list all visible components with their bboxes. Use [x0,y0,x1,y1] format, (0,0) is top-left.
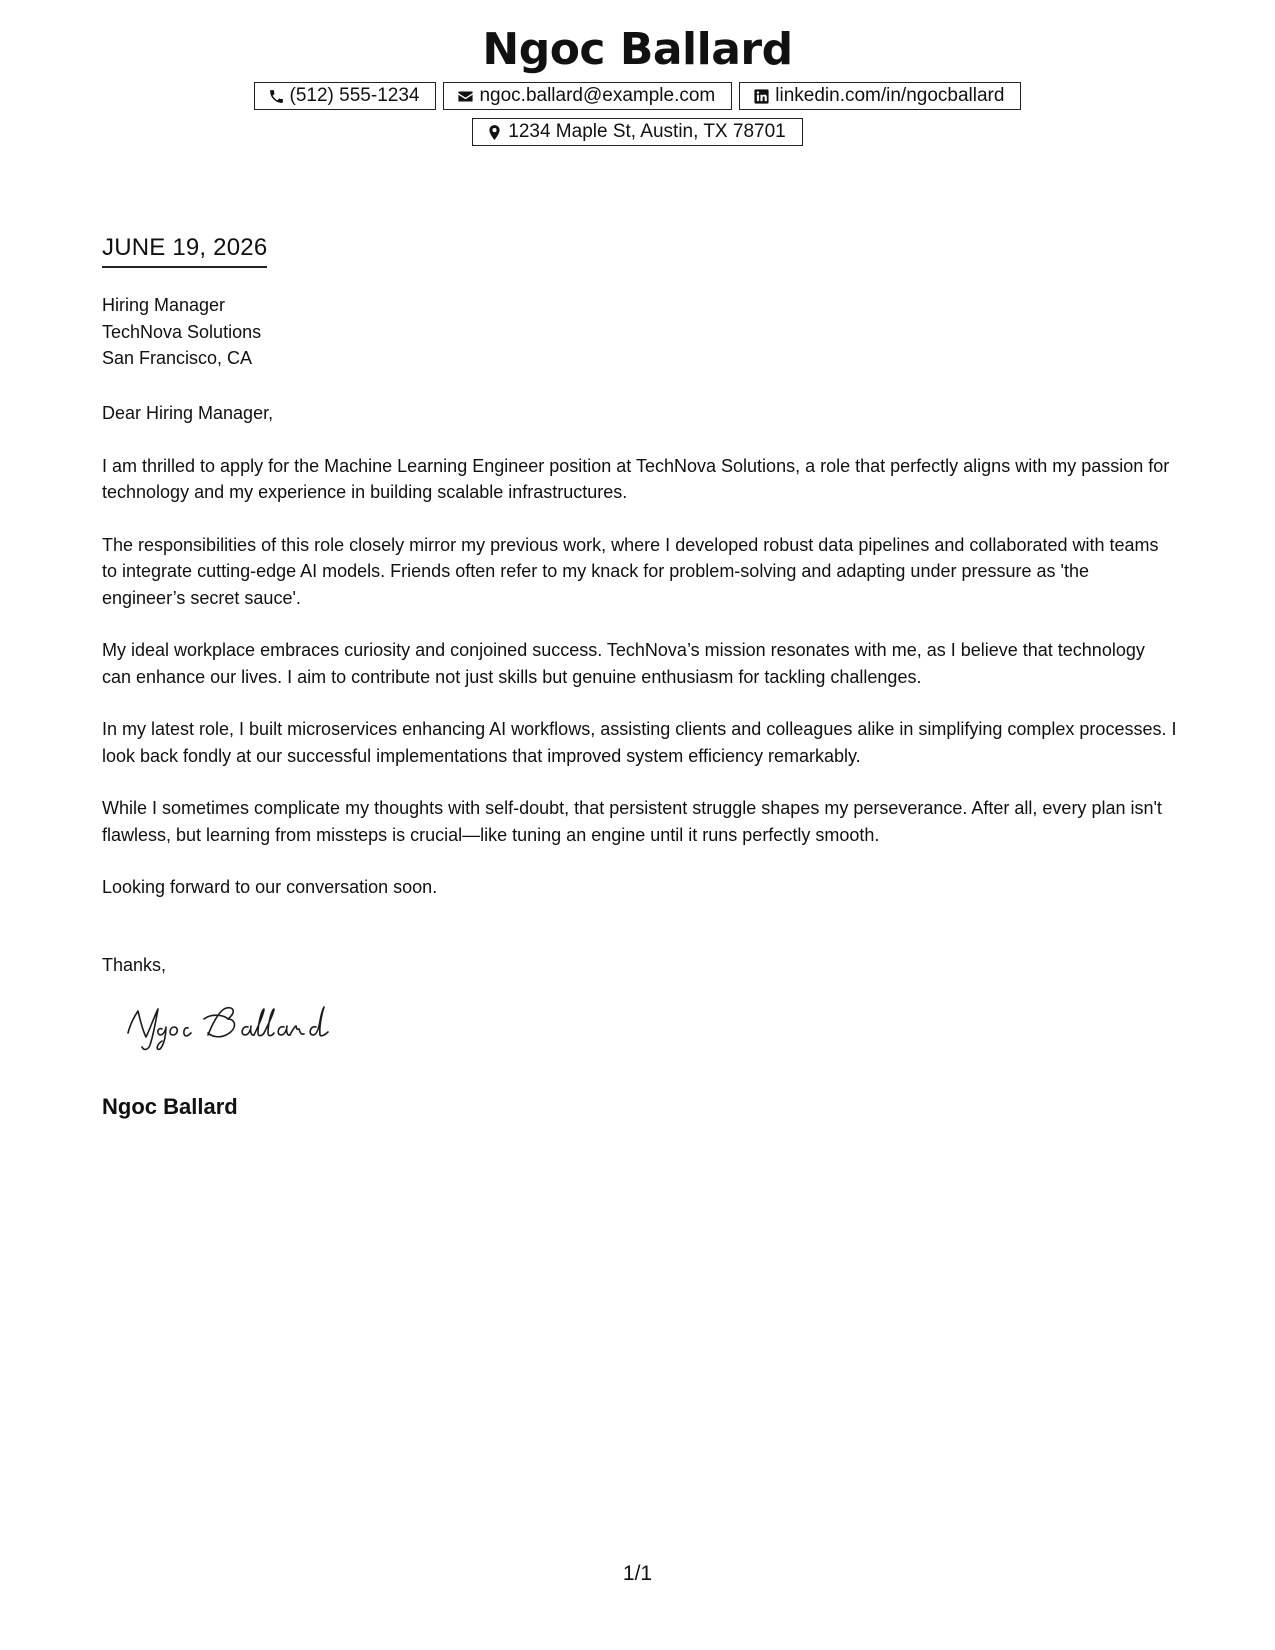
phone-icon [268,88,285,105]
body-paragraph: Looking forward to our conversation soon. [102,877,438,897]
map-marker-icon [486,124,503,141]
envelope-icon [457,88,474,105]
applicant-name: Ngoc Ballard [482,24,793,75]
signature-image [120,995,360,1055]
signer-name: Ngoc Ballard [102,1094,238,1119]
address-text: 1234 Maple St, Austin, TX 78701 [508,121,786,142]
recipient-title: Hiring Manager [102,295,226,315]
linkedin-text: linkedin.com/in/ngocballard [775,85,1005,106]
letter-header [0,18,1275,146]
body-paragraph: The responsibilities of this role closely mirror my previous work, where I developed robust data pipelines and collaborated with teams to integrate cutting-edge AI models. Friends often refer to my knack for problem-solving and adapting under pressure as 'the engineer’s secret sauce'. [102,534,1159,608]
letter-body [102,400,1177,927]
phone-text: (512) 555-1234 [289,85,420,106]
recipient-location: San Francisco, CA [102,348,253,368]
contact-row [0,82,1275,110]
body-paragraph: I am thrilled to apply for the Machine Learning Engineer position at TechNova Solutions, a role that perfectly aligns with my passion for technology and my experience in building scalable infrastructures. [102,455,1170,502]
email-text: ngoc.ballard@example.com [479,85,716,106]
linkedin-chip [739,82,1021,110]
address-chip [472,118,802,146]
email-chip [443,82,732,110]
letter-date: JUNE 19, 2026 [102,232,267,268]
recipient-company: TechNova Solutions [102,321,262,342]
salutation: Dear Hiring Manager, [102,403,274,423]
page-number: 1/1 [622,1562,653,1585]
body-paragraph: While I sometimes complicate my thoughts with self-doubt, that persistent struggle shapes my perseverance. After all, every plan isn't flawless, but learning from missteps is crucial—like tuning an engine until it runs perfectly smooth. [102,798,1162,845]
body-paragraph: My ideal workplace embraces curiosity and conjoined success. TechNova’s mission resonates with me, as I believe that technology can enhance our lives. I aim to contribute not just skills but genuine enthusiasm for tackling challenges. [102,640,1145,687]
closing: Thanks, [102,955,167,975]
recipient-block [102,292,261,372]
linkedin-icon [753,88,770,105]
body-paragraph: In my latest role, I built microservices enhancing AI workflows, assisting clients and colleagues alike in simplifying complex processes. I look back fondly at our successful implementations that improved system efficiency remarkably. [102,719,1177,766]
contact-row-address [0,118,1275,146]
phone-chip [254,82,437,110]
